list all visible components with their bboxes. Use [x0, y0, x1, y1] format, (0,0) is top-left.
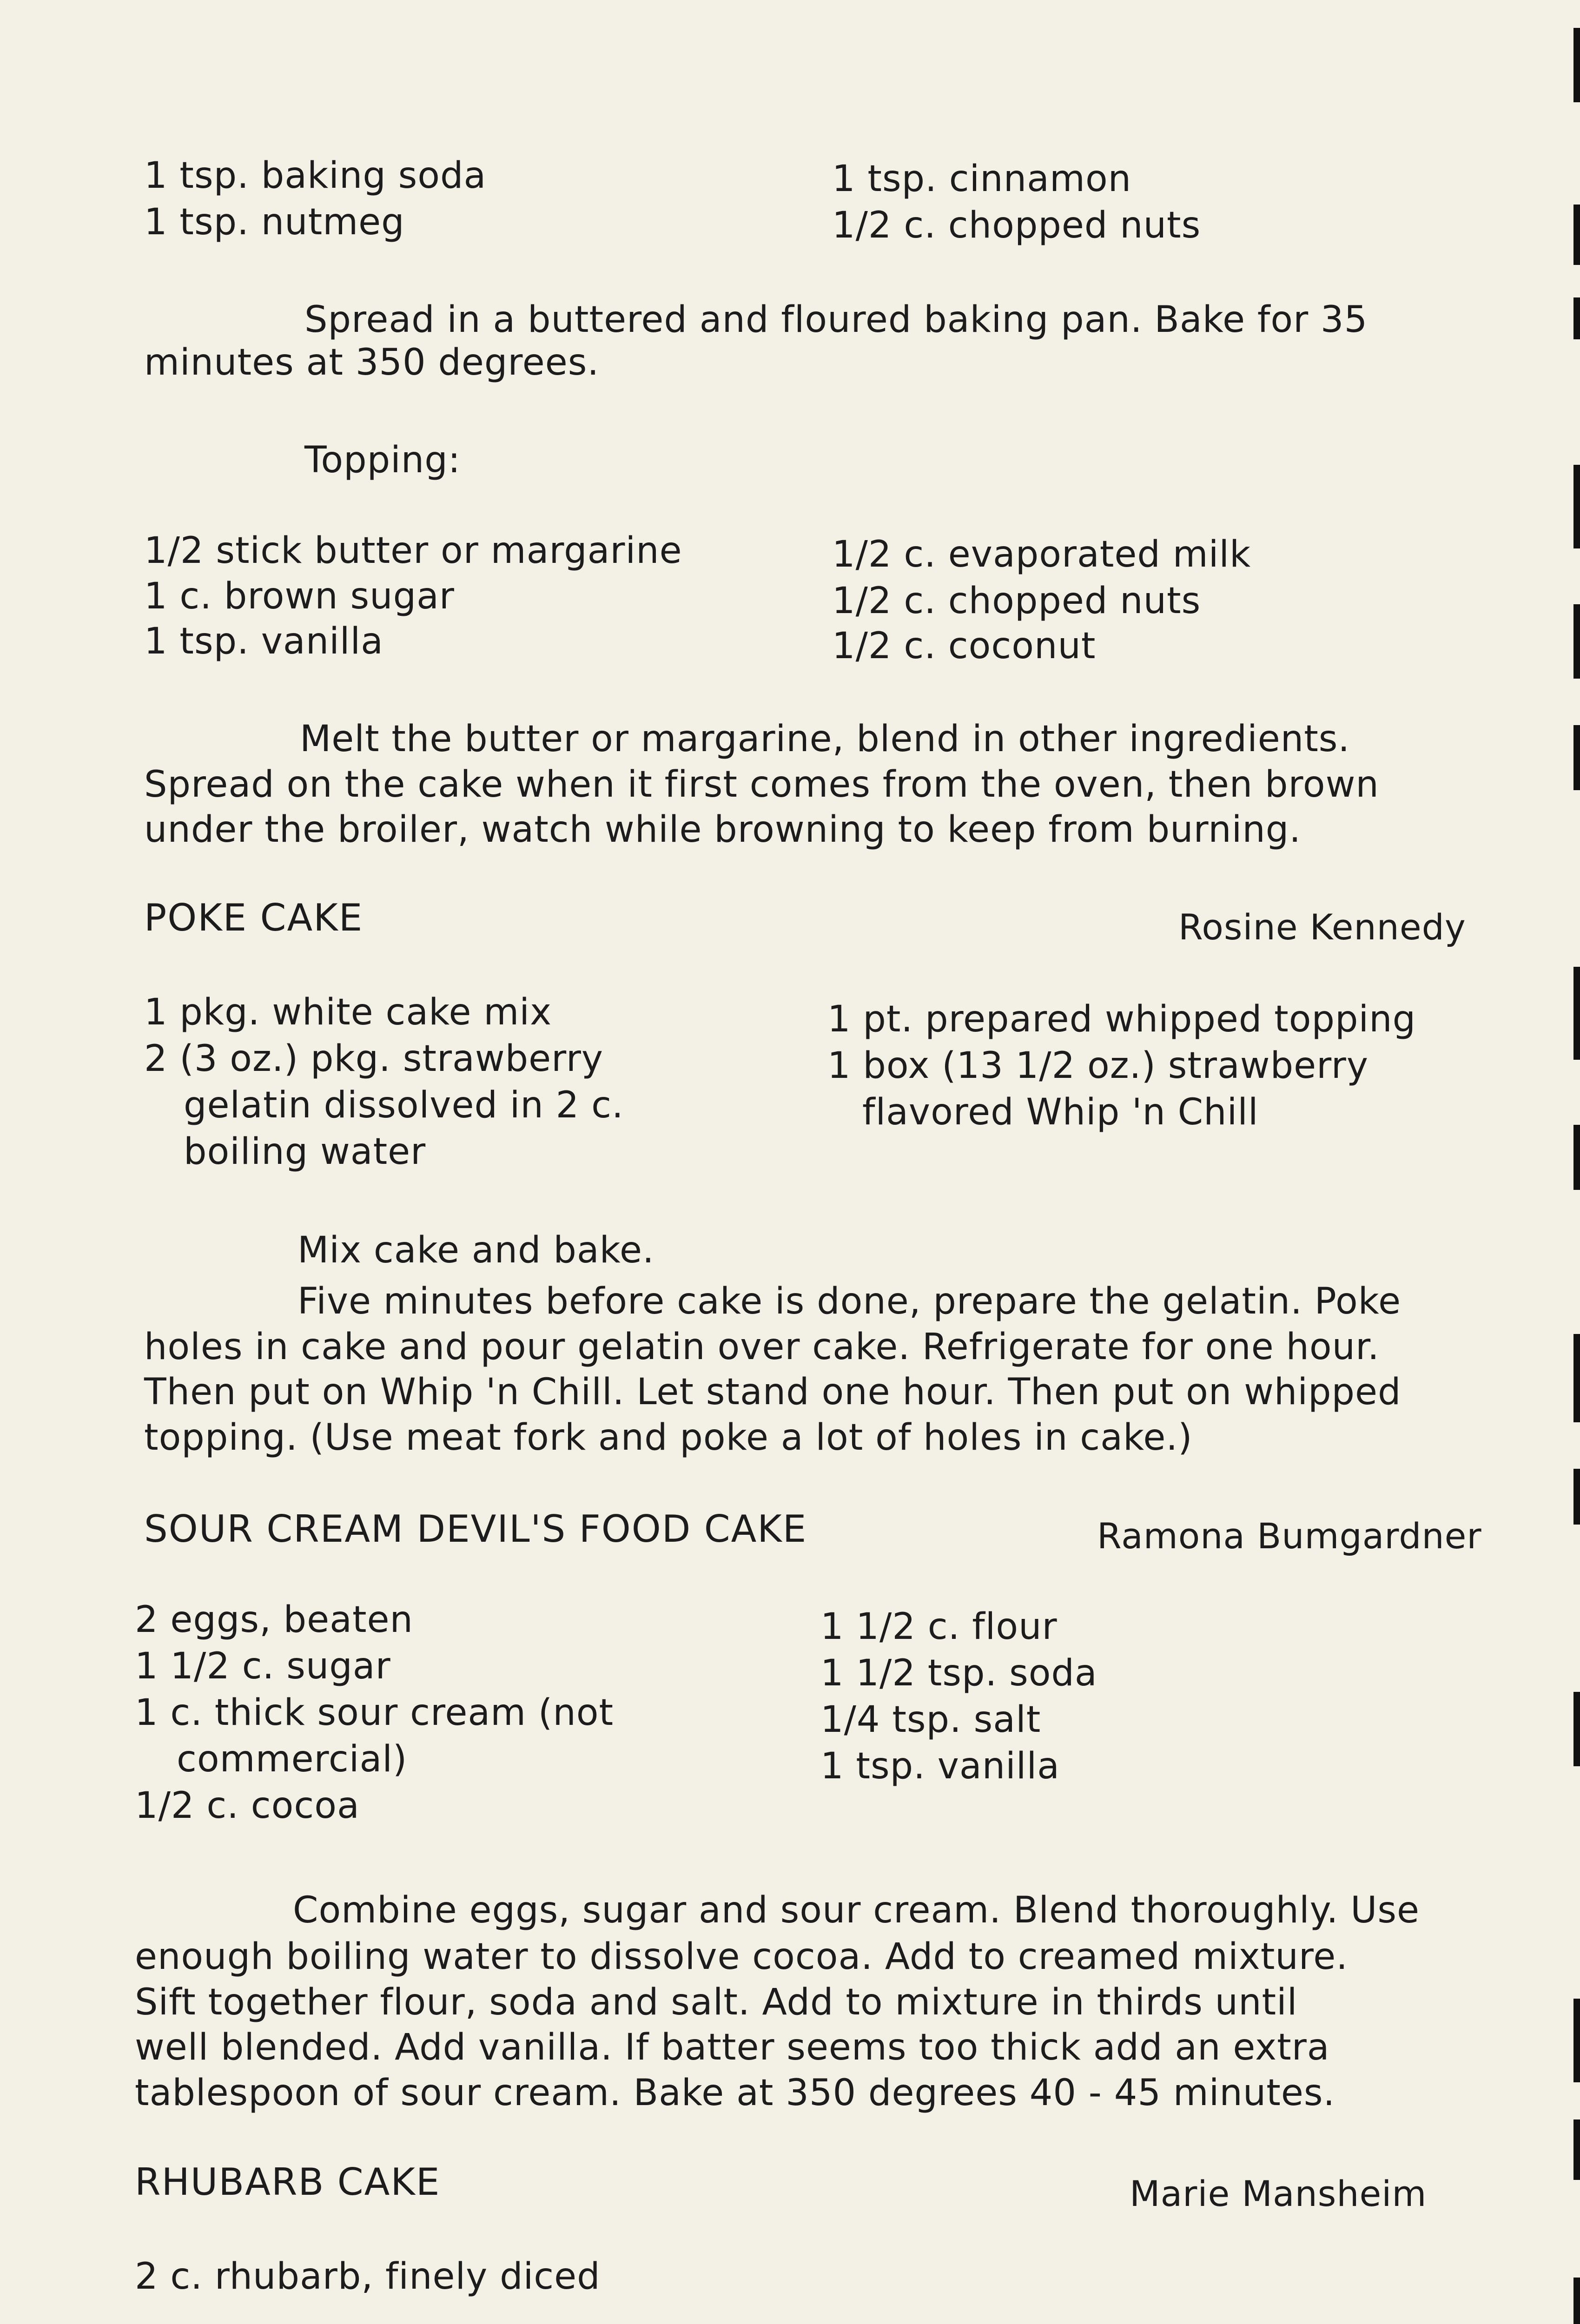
instruction-line: well blended. Add vanilla. If batter seems too thick add an extra — [135, 2027, 1330, 2068]
ingredient-line: 1 tsp. nutmeg — [144, 201, 405, 243]
instruction-line: minutes at 350 degrees. — [144, 342, 600, 383]
instruction-line: under the broiler, watch while browning to keep from burning. — [144, 809, 1302, 851]
recipe-author: Ramona Bumgardner — [1097, 1515, 1482, 1557]
instruction-line: Combine eggs, sugar and sour cream. Blend thoroughly. Use — [293, 1889, 1420, 1931]
ingredient-line: boiling water — [184, 1131, 426, 1173]
page-edge-mark — [1573, 297, 1580, 339]
ingredient-line: 1 tsp. cinnamon — [832, 158, 1132, 200]
ingredient-line: 2 eggs, beaten — [135, 1599, 413, 1641]
ingredient-line: gelatin dissolved in 2 c. — [184, 1084, 624, 1126]
recipe-author: Rosine Kennedy — [1178, 906, 1466, 948]
instruction-line: Melt the butter or margarine, blend in other ingredients. — [300, 718, 1350, 760]
page-edge-mark — [1573, 2278, 1580, 2324]
instruction-line: Then put on Whip 'n Chill. Let stand one hour. Then put on whipped — [144, 1371, 1402, 1413]
ingredient-line: 1/2 stick butter or margarine — [144, 530, 682, 572]
page-edge-mark — [1573, 1125, 1580, 1190]
page-edge-mark — [1573, 1999, 1580, 2082]
ingredient-line: 1/4 tsp. salt — [820, 1699, 1041, 1741]
page-edge-mark — [1573, 967, 1580, 1060]
ingredient-line: 1 1/2 c. flour — [820, 1606, 1058, 1648]
ingredient-line: 1 box (13 1/2 oz.) strawberry — [827, 1045, 1368, 1087]
page-edge-mark — [1573, 28, 1580, 102]
ingredient-line: 1 pt. prepared whipped topping — [827, 998, 1416, 1040]
instruction-line: Mix cake and bake. — [297, 1229, 654, 1271]
ingredient-line: 1 1/2 c. sugar — [135, 1645, 391, 1687]
ingredient-line: 1 c. brown sugar — [144, 575, 455, 617]
ingredient-line: 1/2 c. cocoa — [135, 1785, 360, 1827]
ingredient-line: 1 c. thick sour cream (not — [135, 1692, 614, 1734]
instruction-line: tablespoon of sour cream. Bake at 350 degrees 40 - 45 minutes. — [135, 2072, 1335, 2114]
ingredient-line: 1 tsp. vanilla — [820, 1745, 1060, 1787]
ingredient-line: 1/2 c. chopped nuts — [832, 205, 1201, 246]
instruction-line: Spread in a buttered and floured baking pan. Bake for 35 — [304, 299, 1368, 341]
instruction-line: Spread on the cake when it first comes from the oven, then brown — [144, 764, 1379, 805]
ingredient-line: 1/2 c. evaporated milk — [832, 534, 1251, 575]
ingredient-line: 1 pkg. white cake mix — [144, 991, 552, 1033]
instruction-line: topping. (Use meat fork and poke a lot of holes in cake.) — [144, 1417, 1193, 1459]
ingredient-line: 2 c. rhubarb, finely diced — [135, 2256, 601, 2298]
ingredient-line: 2 (3 oz.) pkg. strawberry — [144, 1038, 604, 1080]
page-edge-mark — [1573, 1692, 1580, 1766]
recipe-title: RHUBARB CAKE — [135, 2160, 441, 2204]
page-edge-mark — [1573, 1334, 1580, 1422]
ingredient-line: 1 tsp. baking soda — [144, 155, 487, 197]
page-edge-mark — [1573, 465, 1580, 548]
instruction-line: Five minutes before cake is done, prepare the gelatin. Poke — [297, 1281, 1402, 1322]
page-edge-mark — [1573, 205, 1580, 265]
page-edge-mark — [1573, 604, 1580, 679]
ingredient-line: flavored Whip 'n Chill — [862, 1091, 1259, 1133]
ingredient-line: 1/2 c. coconut — [832, 625, 1096, 667]
page-edge-mark — [1573, 1469, 1580, 1525]
ingredient-line: commercial) — [177, 1738, 408, 1780]
recipe-title: POKE CAKE — [144, 896, 364, 939]
recipe-author: Marie Mansheim — [1130, 2173, 1427, 2214]
instruction-line: Sift together flour, soda and salt. Add to mixture in thirds until — [135, 1981, 1298, 2023]
ingredient-line: 1/2 c. chopped nuts — [832, 580, 1201, 622]
recipe-title: SOUR CREAM DEVIL'S FOOD CAKE — [144, 1507, 807, 1551]
page-edge-mark — [1573, 725, 1580, 790]
page-edge-mark — [1573, 2119, 1580, 2180]
ingredient-line: 1 tsp. vanilla — [144, 621, 383, 662]
topping-label: Topping: — [304, 439, 461, 481]
instruction-line: enough boiling water to dissolve cocoa. Add to creamed mixture. — [135, 1936, 1348, 1978]
instruction-line: holes in cake and pour gelatin over cake. Refrigerate for one hour. — [144, 1326, 1380, 1368]
ingredient-line: 1 1/2 tsp. soda — [820, 1652, 1097, 1694]
